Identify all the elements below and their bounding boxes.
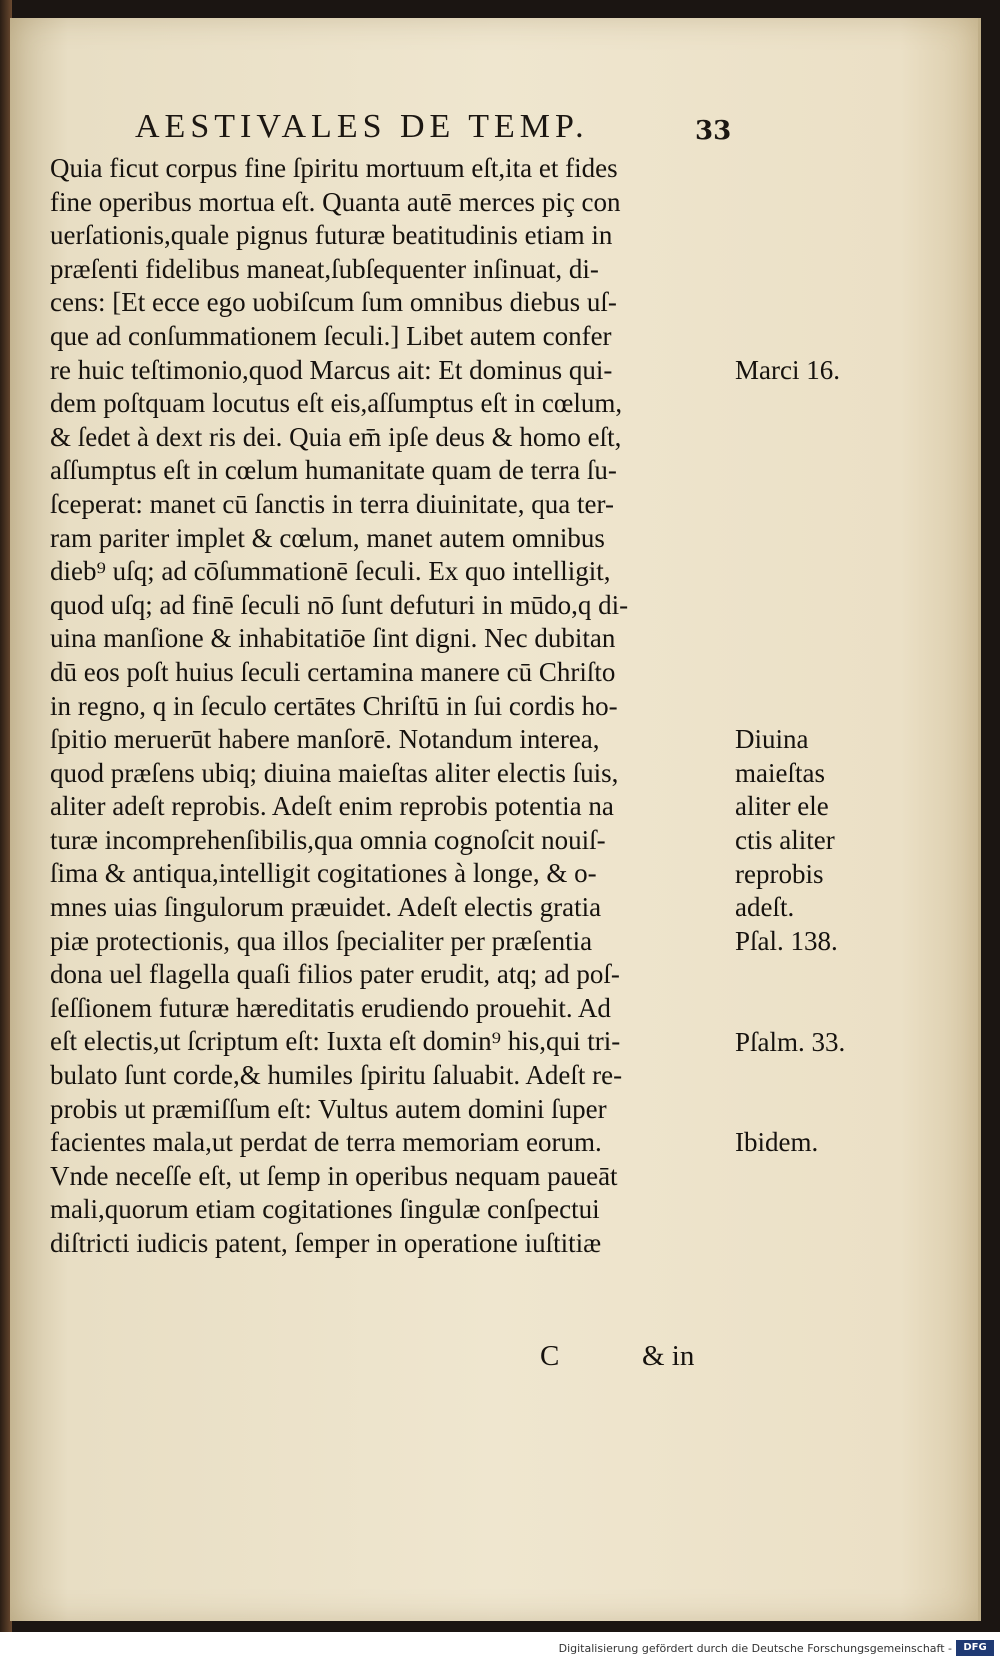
text-line: in regno, q in ſeculo certātes Chriſtū in ſui cordis ho- xyxy=(50,690,618,721)
text-line: ſeſſionem futuræ hæreditatis erudiendo prouehit. Ad xyxy=(50,992,611,1023)
text-line: uerſationis,quale pignus futuræ beatitudinis etiam in xyxy=(50,220,613,251)
text-line: præſenti fidelibus maneat,ſubſequenter inſinuat, di- xyxy=(50,253,599,284)
text-line: piæ protectionis, qua illos ſpecialiter per præſentia xyxy=(50,925,593,956)
text-line: Quia ficut corpus fine ſpiritu mortuum eſt,ita et fides xyxy=(50,153,618,183)
text-line: dū eos poſt huius ſeculi certamina manere cū Chriſto xyxy=(50,656,616,687)
text-line: quod præſens ubiq; diuina maieſtas aliter electis ſuis, xyxy=(50,757,619,788)
text-line: probis ut præmiſſum eſt: Vultus autem domini ſuper xyxy=(50,1093,607,1124)
text-line: quod uſq; ad finē ſeculi nō ſunt defuturi in mūdo,q di- xyxy=(50,589,629,620)
marginal-note: Ibidem. xyxy=(735,1127,819,1158)
text-line: bulato ſunt corde,& humiles ſpiritu ſaluabit. Adeſt re- xyxy=(50,1060,623,1091)
running-title: AESTIVALES DE TEMP. xyxy=(135,108,589,145)
text-line: dona uel flagella quaſi filios pater erudit, atq; ad poſ- xyxy=(50,959,620,990)
text-line: aſſumptus eſt in cœlum humanitate quam de terra ſu- xyxy=(50,455,617,486)
text-line: ſpitio meruerūt habere manſorē. Notandum interea, xyxy=(50,724,600,755)
marginal-note: adeſt. xyxy=(735,892,795,923)
text-line: que ad conſummationem ſeculi.] Libet autem confer xyxy=(50,320,612,351)
dfg-logo: DFG xyxy=(956,1640,994,1656)
digitization-footer xyxy=(0,1632,1000,1668)
text-line: facientes mala,ut perdat de terra memoriam eorum. xyxy=(50,1127,602,1158)
marginal-note: reprobis xyxy=(735,858,824,889)
text-line: aliter adeſt reprobis. Adeſt enim reprobis potentia na xyxy=(50,791,614,822)
catchword: & in xyxy=(642,1340,695,1372)
marginal-note: Pſalm. 33. xyxy=(735,1026,846,1057)
marginal-note: ctis aliter xyxy=(735,825,835,855)
text-line: fine operibus mortua eſt. Quanta autē merces piç con xyxy=(50,186,621,217)
main-text-block xyxy=(50,152,750,1261)
signature-mark: C xyxy=(540,1340,560,1372)
text-line: diſtricti iudicis patent, ſemper in operatione iuſtitiæ xyxy=(50,1228,602,1258)
text-line: cens: [Et ecce ego uobiſcum ſum omnibus diebus uſ- xyxy=(50,287,617,318)
footer-credit: Digitalisierung gefördert durch die Deutsche Forschungsgemeinschaft - xyxy=(558,1642,952,1655)
text-line: dem poſtquam locutus eſt eis,aſſumptus eſt in cœlum, xyxy=(50,388,623,419)
marginal-note: maieſtas xyxy=(735,757,825,788)
text-line: ſceperat: manet cū ſanctis in terra diuinitate, qua ter- xyxy=(50,488,614,519)
marginal-note: Diuina xyxy=(735,724,809,755)
book-page xyxy=(10,18,981,1621)
text-line: mnes uias ſingulorum præuidet. Adeſt electis gratia xyxy=(50,892,602,923)
page-number: 33 xyxy=(695,116,732,146)
marginal-note: aliter ele xyxy=(735,791,829,822)
text-line: eſt electis,ut ſcriptum eſt: Iuxta eſt domin⁹ his,qui tri- xyxy=(50,1026,621,1057)
text-line: re huic teſtimonio,quod Marcus ait: Et dominus qui- xyxy=(50,354,613,385)
text-line: Vnde neceſſe eſt, ut ſemp in operibus nequam paueāt xyxy=(50,1160,618,1191)
text-line: & ſedet à dext ris dei. Quia em̄ ipſe deus & homo eſt, xyxy=(50,421,622,452)
marginal-note: Pſal. 138. xyxy=(735,925,838,956)
text-line: turæ incomprehenſibilis,qua omnia cognoſcit nouiſ- xyxy=(50,824,606,855)
text-line: uina manſione & inhabitatiōe ſint digni. Nec dubitan xyxy=(50,623,616,654)
text-line: dieb⁹ uſq; ad cōſummationē ſeculi. Ex quo intelligit, xyxy=(50,556,611,587)
text-line: ſima & antiqua,intelligit cogitationes à longe, & o- xyxy=(50,858,597,889)
text-line: mali,quorum etiam cogitationes ſingulæ conſpectui xyxy=(50,1194,600,1225)
text-line: ram pariter implet & cœlum, manet autem omnibus xyxy=(50,522,605,553)
marginal-note: Marci 16. xyxy=(735,354,840,385)
